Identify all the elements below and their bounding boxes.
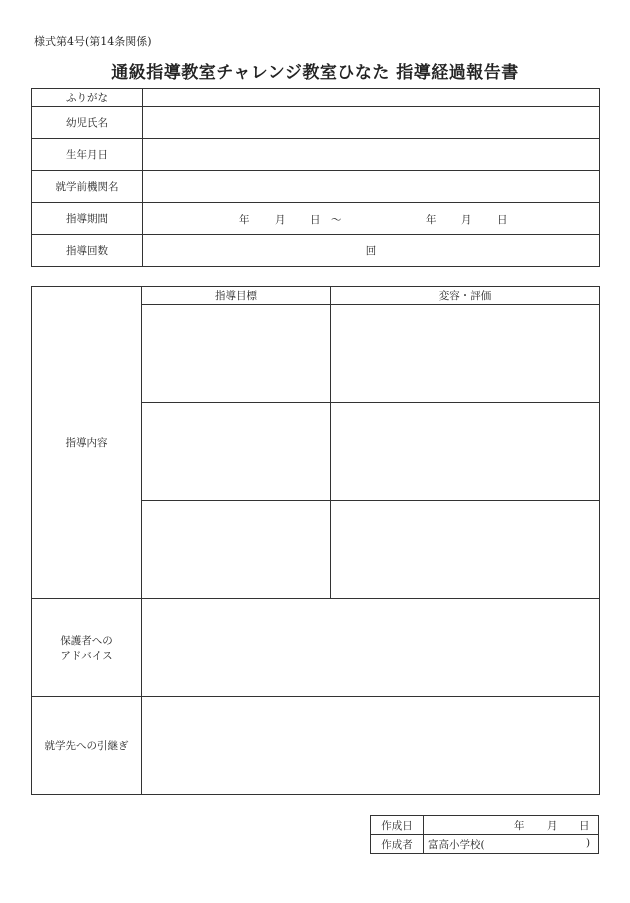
author-school: 富高小学校( [428, 839, 485, 851]
birth-date-label: 生年月日 [32, 139, 143, 171]
goal-field[interactable] [142, 403, 331, 501]
period-end-day: 日 [497, 214, 508, 226]
count-row [32, 235, 600, 267]
creation-author-row [371, 835, 599, 854]
child-name-field[interactable] [143, 107, 600, 139]
guardian-advice-label [32, 599, 142, 697]
count-label: 指導回数 [32, 235, 143, 267]
form-number: 様式第4号(第14条関係) [34, 35, 152, 48]
period-end-year: 年 [426, 214, 437, 226]
count-unit: 回 [365, 245, 377, 257]
period-label: 指導期間 [32, 203, 143, 235]
creation-table [370, 815, 599, 854]
guardian-advice-field[interactable] [142, 599, 600, 697]
creation-author-field[interactable] [424, 835, 599, 854]
guidance-content-label: 指導内容 [32, 287, 142, 599]
child-name-label: 幼児氏名 [32, 107, 143, 139]
creation-date-label: 作成日 [371, 816, 424, 835]
period-row [32, 203, 600, 235]
guardian-advice-row [32, 599, 600, 697]
period-start-month: 月 [275, 214, 286, 226]
author-close-paren: ) [586, 837, 591, 849]
period-tilde: ～ [331, 214, 342, 226]
evaluation-header: 変容・評価 [331, 287, 600, 305]
guidance-header-row [32, 287, 600, 305]
birth-date-field[interactable] [143, 139, 600, 171]
creation-author-label: 作成者 [371, 835, 424, 854]
creation-year: 年 [514, 820, 525, 832]
period-start-day: 日 [310, 214, 321, 226]
creation-day: 日 [579, 820, 590, 832]
creation-date-field[interactable] [424, 816, 599, 835]
creation-month: 月 [547, 820, 558, 832]
count-field[interactable] [143, 235, 600, 267]
guidance-table [31, 286, 600, 795]
preschool-row [32, 171, 600, 203]
guardian-advice-label-line2: アドバイス [60, 649, 113, 662]
handover-field[interactable] [142, 697, 600, 795]
info-table [31, 88, 600, 267]
preschool-label: 就学前機関名 [32, 171, 143, 203]
handover-label: 就学先への引継ぎ [32, 697, 142, 795]
handover-row [32, 697, 600, 795]
furigana-row [32, 89, 600, 107]
goal-field[interactable] [142, 501, 331, 599]
period-end-month: 月 [461, 214, 472, 226]
child-name-row [32, 107, 600, 139]
furigana-label: ふりがな [32, 89, 143, 107]
creation-date-row [371, 816, 599, 835]
page-title: 通級指導教室チャレンジ教室ひなた 指導経過報告書 [111, 63, 519, 83]
goal-field[interactable] [142, 305, 331, 403]
birth-date-row [32, 139, 600, 171]
guardian-advice-label-line1: 保護者への [60, 634, 113, 647]
evaluation-field[interactable] [331, 305, 600, 403]
evaluation-field[interactable] [331, 501, 600, 599]
preschool-field[interactable] [143, 171, 600, 203]
period-start-year: 年 [239, 214, 250, 226]
period-field[interactable] [143, 203, 600, 235]
evaluation-field[interactable] [331, 403, 600, 501]
goals-header: 指導目標 [142, 287, 331, 305]
furigana-field[interactable] [143, 89, 600, 107]
